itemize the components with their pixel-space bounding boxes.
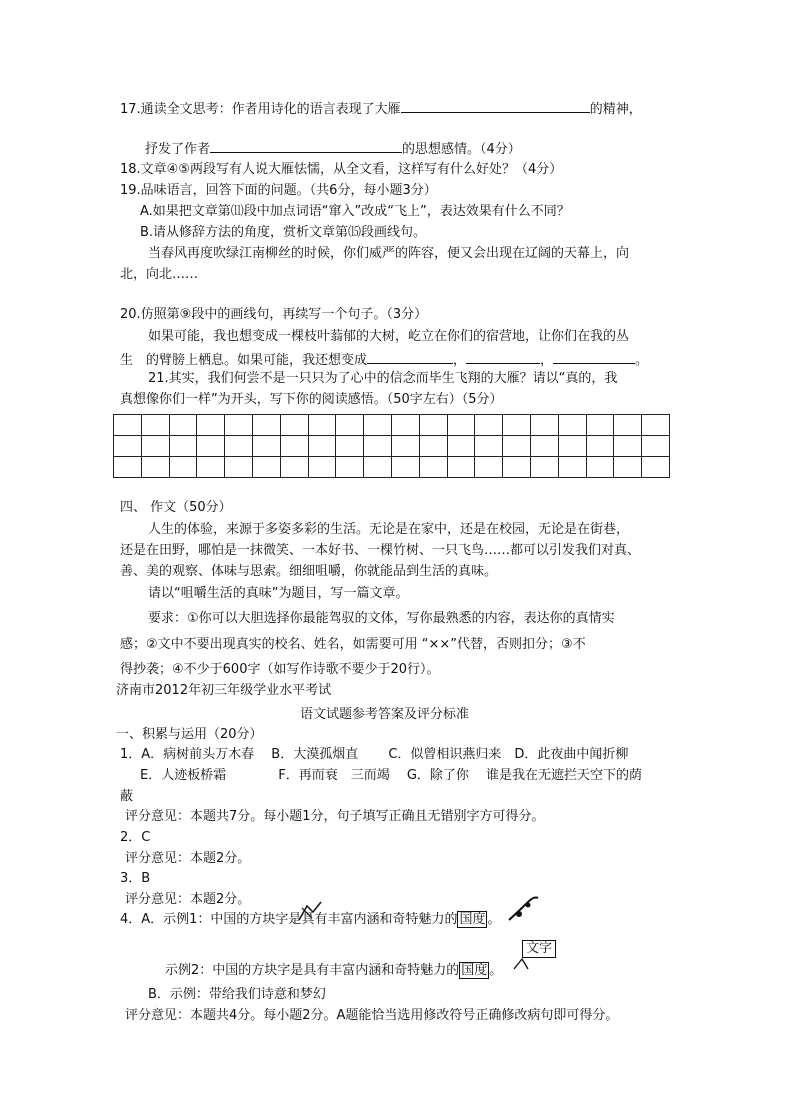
boxed-word: 国度 xyxy=(459,912,486,927)
answer3-note: 评分意见：本题2分。 xyxy=(125,892,251,907)
section4-p2: 请以“咀嚼生活的真味”为题目，写一篇文章。 xyxy=(148,586,409,601)
exam-title: 济南市2012年初三年级学业水平考试 xyxy=(116,683,332,698)
transposition-mark-icon xyxy=(506,892,542,928)
q17-line1: 17.通读全文思考：作者用诗化的语言表现了大雁 的精神， xyxy=(120,98,642,119)
q19-b: B.请从修辞方法的角度，赏析文章第⒂段画线句。 xyxy=(140,225,427,240)
q21-line1: 21.其实，我们何尝不是一只只为了心中的信念而毕生飞翔的大雁？请以“真的，我 xyxy=(148,371,618,386)
q19-a: A.如果把文章第⑾段中加点词语“窜入”改成“飞上”，表达效果有什么不同？ xyxy=(140,204,570,219)
q20-title: 20.仿照第⑨段中的画线句，再续写一个句子。（3分） xyxy=(120,307,428,322)
q19-quote-line2: 北，向北…… xyxy=(120,267,199,282)
answer4a-example2: 示例2：中国的方块字是具有丰富内涵和奇特魅力的 国度 。 xyxy=(165,963,503,978)
q18: 18.文章④⑤两段写有人说大雁怯懦，从全文看，这样写有什么好处？（4分） xyxy=(120,162,563,177)
answer4-note: 评分意见：本题共4分。每小题2分。A题能恰当选用修改符号正确修改病句即可得分。 xyxy=(125,1008,619,1023)
section4-heading: 四、 作文（50分） xyxy=(120,500,232,515)
q19-quote-line1: 当春风再度吹绿江南柳丝的时候，你们威严的阵容，便又会出现在辽阔的天幕上，向 xyxy=(148,246,630,261)
answers-section1: 一、积累与运用（20分） xyxy=(116,727,263,742)
answer1-line3: 蔽 xyxy=(120,789,134,804)
q20-line1: 如果可能，我也想变成一棵枝叶蓊郁的大树，屹立在你们的宿营地，让你们在我的丛 xyxy=(148,329,630,344)
q20-blank3[interactable] xyxy=(553,349,635,364)
section4-p1-line3: 善、美的观察、体味与思索。细细咀嚼，你就能品到生活的真味。 xyxy=(120,564,498,579)
answer4b: B．示例：带给我们诗意和梦幻 xyxy=(148,987,326,1002)
q21-line2: 真想像你们一样”为开头，写下你的阅读感悟。（50字左右）（5分） xyxy=(120,392,503,407)
section4-p1-line2: 还是在田野，哪怕是一抹微笑、一本好书、一棵竹树、一只飞鸟……都可以引发我们对真、 xyxy=(120,543,641,558)
insert-word-label: 文字 xyxy=(522,940,556,958)
q17-blank1[interactable] xyxy=(401,98,590,113)
answer1-line1: 1．A．病树前头万木春 B．大漠孤烟直 C．似曾相识燕归来 D．此夜曲中闻折柳 xyxy=(120,747,629,762)
boxed-word-2: 国度 xyxy=(461,963,488,978)
answer2-note: 评分意见：本题2分。 xyxy=(125,851,251,866)
section4-req-line1: 要求：①你可以大胆选择你最能驾驭的文体，写你最熟悉的内容，表达你的真情实 xyxy=(148,611,615,626)
answer2: 2．C xyxy=(120,830,151,845)
q19-title: 19.品味语言，回答下面的问题。（共6分，每小题3分） xyxy=(120,183,437,198)
q20-line2: 生 的臂膀上栖息。如果可能，我还想变成 ， ， 。 xyxy=(120,349,648,370)
q17-blank2[interactable] xyxy=(210,138,402,153)
section4-p1-line1: 人生的体验，来源于多姿多彩的生活。无论是在家中，还是在校园，无论是在街巷， xyxy=(148,522,630,537)
q20-blank1[interactable] xyxy=(367,349,453,364)
deletion-mark-icon xyxy=(295,898,325,928)
answer-grid[interactable] xyxy=(113,414,670,478)
answer4a-example1: 4．A．示例1：中国的方块字是具有丰富内涵和奇特魅力的 国度 。 xyxy=(120,912,501,927)
section4-req-line3: 得抄袭；④不少于600字（如写作诗歌不要少于20行）。 xyxy=(120,662,440,677)
answer1-note: 评分意见：本题共7分。每小题1分，句子填写正确且无错别字方可得分。 xyxy=(125,809,545,824)
section4-req-line2: 感；②文中不要出现真实的校名、姓名，如需要可用 “××”代替，否则扣分；③不 xyxy=(120,637,586,652)
answer3: 3．B xyxy=(120,871,151,886)
answers-subtitle: 语文试题参考答案及评分标准 xyxy=(300,707,470,722)
q17-line2: 抒发了作者 的思想感情。（4分） xyxy=(145,138,521,159)
answer1-line2: E．人迹板桥霜 F．再而衰 三而竭 G．除了你 谁是我在无遮拦天空下的荫 xyxy=(140,768,643,783)
insert-arrow-icon xyxy=(512,955,532,971)
q20-blank2[interactable] xyxy=(466,349,540,364)
